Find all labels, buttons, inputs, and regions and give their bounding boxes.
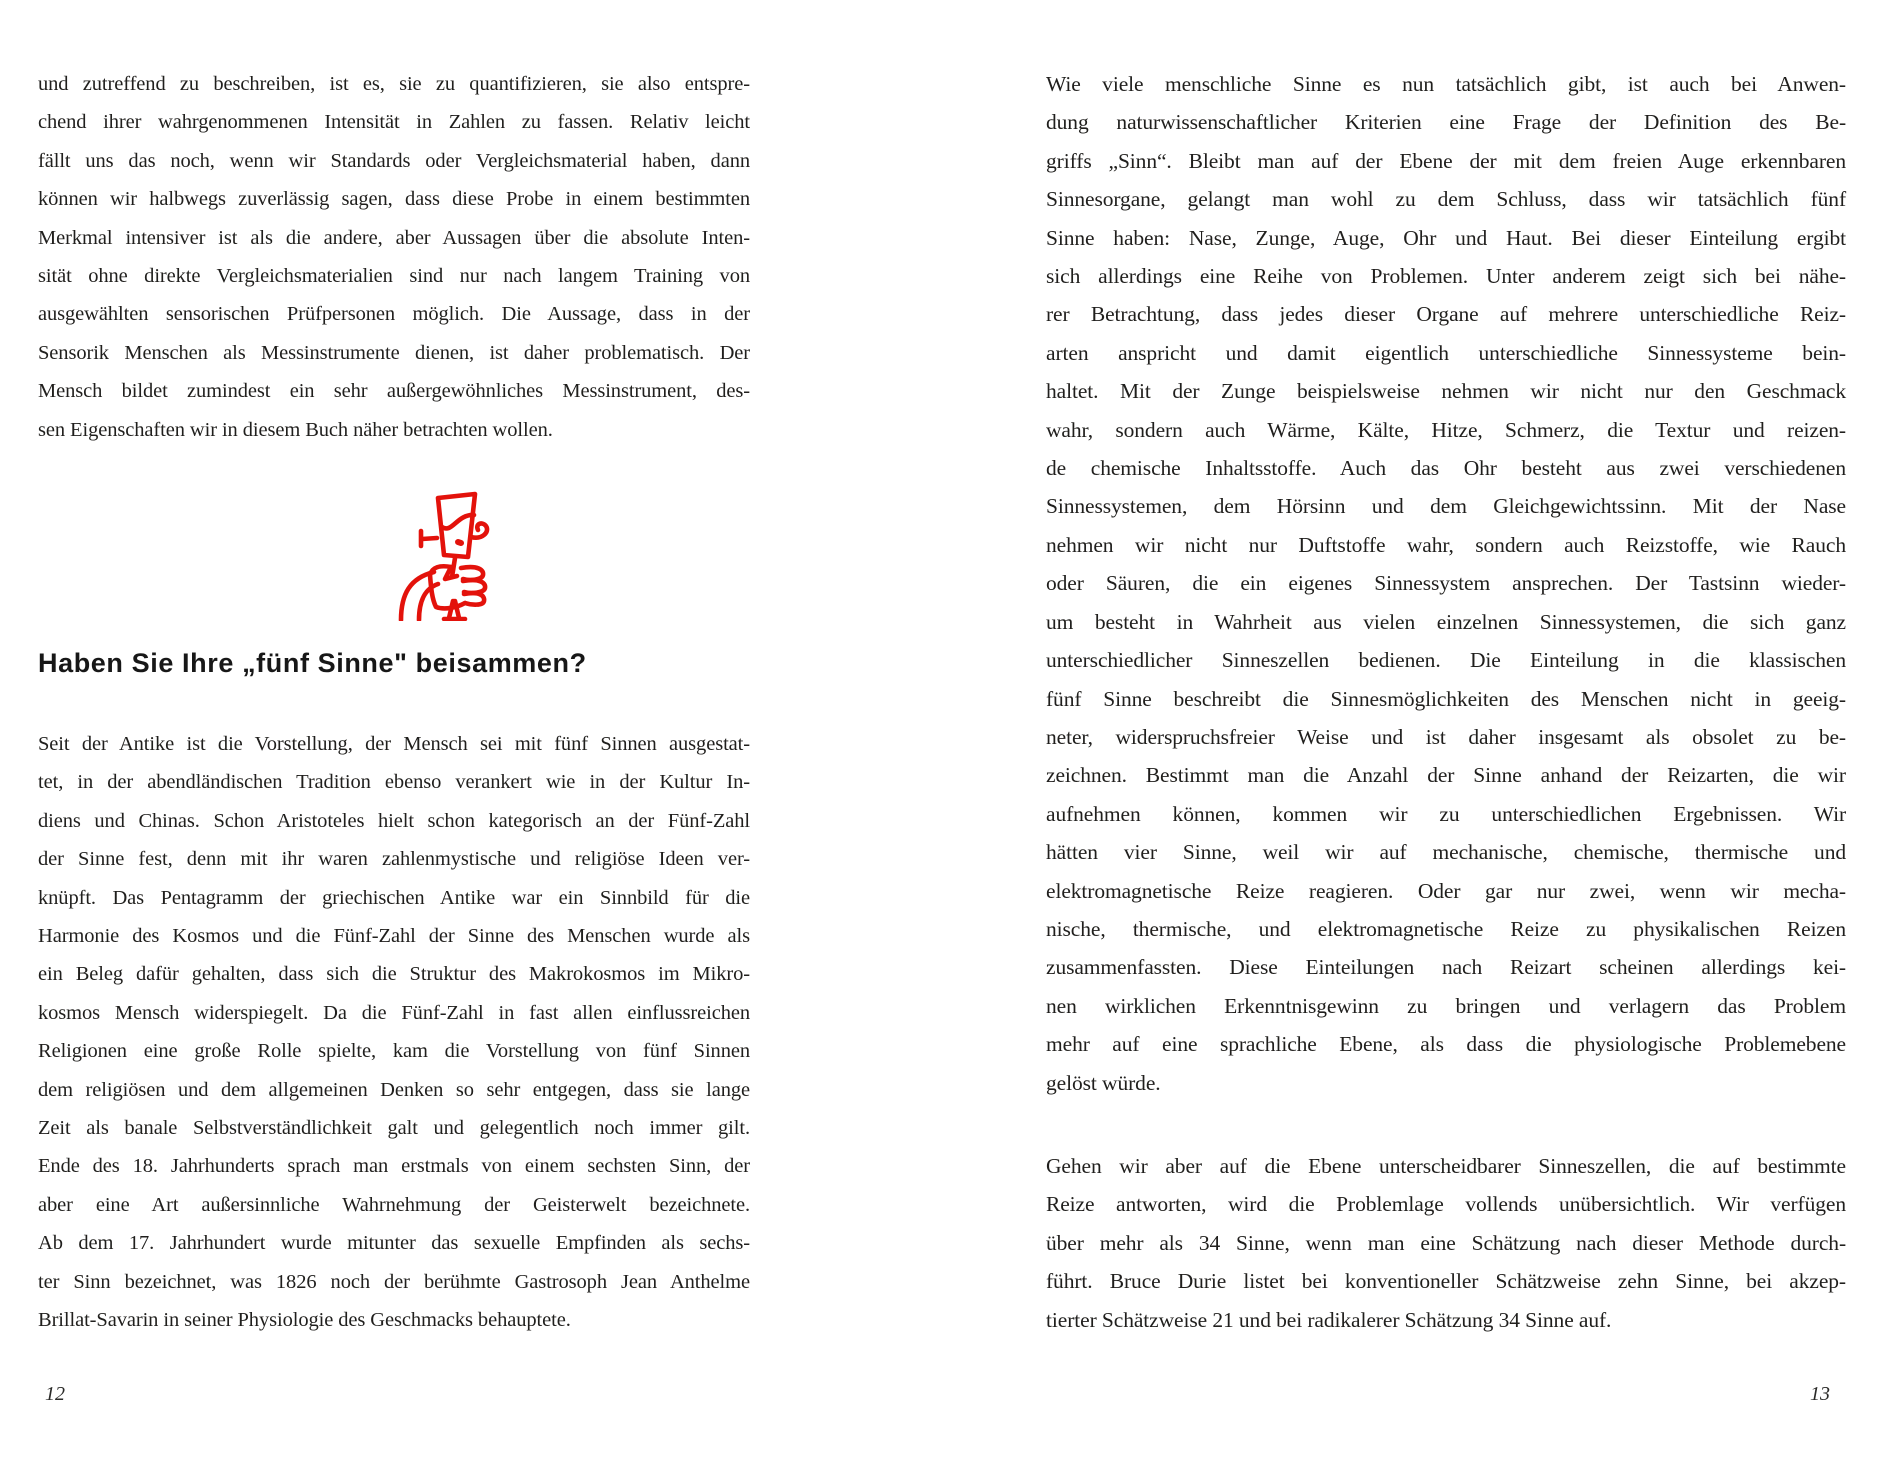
right-page-paragraph-1	[1046, 65, 1846, 1102]
text-line: gelöst würde.	[1046, 1070, 1161, 1095]
text-line: arten anspricht und damit eigentlich unterschiedliche Sinnessysteme bein-	[1046, 340, 1846, 365]
text-line: zusammenfassten. Diese Einteilungen nach Reizart scheinen allerdings kei-	[1046, 955, 1846, 980]
text-line: sen Eigenschaften wir in diesem Buch näher betrachten wollen.	[38, 418, 553, 441]
text-line: Wie viele menschliche Sinne es nun tatsächlich gibt, ist auch bei Anwen-	[1046, 72, 1846, 96]
text-line: der Sinne fest, denn mit ihr waren zahlenmystische und religiöse Ideen ver-	[38, 848, 750, 871]
text-line: Sinne haben: Nase, Zunge, Auge, Ohr und Haut. Bei dieser Einteilung ergibt	[1046, 225, 1846, 250]
text-line: Seit der Antike ist die Vorstellung, der Mensch sei mit fünf Sinnen ausgestat-	[38, 733, 750, 755]
text-line: Sensorik Menschen als Messinstrumente dienen, ist daher problematisch. Der	[38, 341, 750, 364]
text-line: haltet. Mit der Zunge beispielsweise nehmen wir nicht nur den Geschmack	[1046, 379, 1846, 404]
text-line: nehmen wir nicht nur Duftstoffe wahr, sondern auch Reizstoffe, wie Rauch	[1046, 532, 1846, 557]
text-line: um besteht in Wahrheit aus vielen einzelnen Sinnessystemen, die sich ganz	[1046, 609, 1846, 634]
text-line: Merkmal intensiver ist als die andere, aber Aussagen über die absolute Inten-	[38, 226, 750, 249]
text-line: ein Beleg dafür gehalten, dass sich die Struktur des Makrokosmos im Mikro-	[38, 963, 750, 986]
left-page-paragraph-1	[38, 65, 750, 449]
text-line: Harmonie des Kosmos und die Fünf-Zahl der Sinne des Menschen wurde als	[38, 925, 750, 948]
text-line: Ab dem 17. Jahrhundert wurde mitunter das sexuelle Empfinden als sechs-	[38, 1232, 750, 1255]
text-line: griffs „Sinn“. Bleibt man auf der Ebene der mit dem freien Auge erkennbaren	[1046, 148, 1846, 173]
text-line: zeichnen. Bestimmt man die Anzahl der Sinne anhand der Reizarten, die wir	[1046, 763, 1846, 788]
section-heading: Haben Sie Ihre „fünf Sinne" beisammen?	[38, 648, 587, 678]
text-line: Reize antworten, wird die Problemlage vollends unübersichtlich. Wir verfügen	[1046, 1192, 1846, 1217]
right-page-paragraph-2	[1046, 1147, 1846, 1339]
text-line: ter Sinn bezeichnet, was 1826 noch der berühmte Gastrosoph Jean Anthelme	[38, 1270, 750, 1293]
text-line: führt. Bruce Durie listet bei konventioneller Schätzweise zehn Sinne, bei akzep-	[1046, 1269, 1846, 1294]
text-line: dem religiösen und dem allgemeinen Denken so sehr entgegen, dass sie lange	[38, 1078, 750, 1101]
text-line: kosmos Mensch widerspiegelt. Da die Fünf-Zahl in fast allen einflussreichen	[38, 1001, 750, 1024]
page-number-right: 13	[1810, 1383, 1830, 1405]
text-line: de chemische Inhaltsstoffe. Auch das Ohr besteht aus zwei verschiedenen	[1046, 456, 1846, 481]
text-line: fällt uns das noch, wenn wir Standards oder Vergleichsmaterial haben, dann	[38, 149, 750, 172]
text-line: oder Säuren, die ein eigenes Sinnessystem ansprechen. Der Tastsinn wieder-	[1046, 571, 1846, 596]
text-line: mehr auf eine sprachliche Ebene, als dass die physiologische Problemebene	[1046, 1032, 1846, 1057]
text-line: wahr, sondern auch Wärme, Kälte, Hitze, Schmerz, die Textur und reizen-	[1046, 417, 1846, 442]
text-line: können wir halbwegs zuverlässig sagen, dass diese Probe in einem bestimmten	[38, 188, 750, 211]
text-line: knüpft. Das Pentagramm der griechischen Antike war ein Sinnbild für die	[38, 886, 750, 909]
text-line: tet, in der abendländischen Tradition ebenso verankert wie in der Kultur In-	[38, 771, 750, 794]
text-line: Gehen wir aber auf die Ebene unterscheidbarer Sinneszellen, die auf bestimmte	[1046, 1154, 1846, 1178]
text-line: elektromagnetische Reize reagieren. Oder gar nur zwei, wenn wir mecha-	[1046, 878, 1846, 903]
text-line: chend ihrer wahrgenommenen Intensität in Zahlen zu fassen. Relativ leicht	[38, 111, 750, 134]
text-line: Sinnesorgane, gelangt man wohl zu dem Schluss, dass wir tatsächlich fünf	[1046, 187, 1846, 212]
text-line: über mehr als 34 Sinne, wenn man eine Schätzung nach dieser Methode durch-	[1046, 1230, 1846, 1255]
text-line: dung naturwissenschaftlicher Kriterien eine Frage der Definition des Be-	[1046, 110, 1846, 135]
text-line: unterschiedlicher Sinneszellen bedienen. Die Einteilung in die klassischen	[1046, 648, 1846, 673]
text-line: Mensch bildet zumindest ein sehr außergewöhnliches Messinstrument, des-	[38, 380, 750, 403]
text-line: rer Betrachtung, dass jedes dieser Organe auf mehrere unterschiedliche Reiz-	[1046, 302, 1846, 327]
text-line: tierter Schätzweise 21 und bei radikalerer Schätzung 34 Sinne auf.	[1046, 1307, 1612, 1332]
text-line: Sinnessystemen, dem Hörsinn und dem Gleichgewichtssinn. Mit der Nase	[1046, 494, 1846, 519]
text-line: aufnehmen können, kommen wir zu unterschiedlichen Ergebnissen. Wir	[1046, 801, 1846, 826]
text-line: sich allerdings eine Reihe von Problemen. Unter anderem zeigt sich bei nähe-	[1046, 264, 1846, 289]
text-line: diens und Chinas. Schon Aristoteles hielt schon kategorisch an der Fünf-Zahl	[38, 809, 750, 832]
text-line: Brillat-Savarin in seiner Physiologie des Geschmacks behauptete.	[38, 1309, 571, 1332]
text-line: neter, widerspruchsfreier Weise und ist daher insgesamt als obsolet zu be-	[1046, 724, 1846, 749]
text-line: Religionen eine große Rolle spielte, kam die Vorstellung von fünf Sinnen	[38, 1040, 750, 1063]
text-line: Zeit als banale Selbstverständlichkeit galt und gelegentlich noch immer gilt.	[38, 1117, 750, 1140]
text-line: und zutreffend zu beschreiben, ist es, sie zu quantifizieren, sie also entspre-	[38, 73, 750, 95]
text-line: nen wirklichen Erkenntnisgewinn zu bringen und verlagern das Problem	[1046, 993, 1846, 1018]
text-line: nische, thermische, und elektromagnetische Reize zu physikalischen Reizen	[1046, 916, 1846, 941]
text-line: ausgewählten sensorischen Prüfpersonen möglich. Die Aussage, dass in der	[38, 303, 750, 326]
text-line: hätten vier Sinne, weil wir auf mechanische, chemische, thermische und	[1046, 840, 1846, 865]
text-line: Ende des 18. Jahrhunderts sprach man erstmals von einem sechsten Sinn, der	[38, 1155, 750, 1178]
text-line: fünf Sinne beschreibt die Sinnesmöglichkeiten des Menschen nicht in geeig-	[1046, 686, 1846, 711]
wine-glass-face-illustration	[322, 483, 502, 621]
left-page-paragraph-2	[38, 725, 750, 1340]
page-number-left: 12	[45, 1383, 65, 1405]
text-line: aber eine Art außersinnliche Wahrnehmung der Geisterwelt bezeichnete.	[38, 1193, 750, 1216]
text-line: sität ohne direkte Vergleichsmaterialien sind nur nach langem Training von	[38, 265, 750, 288]
